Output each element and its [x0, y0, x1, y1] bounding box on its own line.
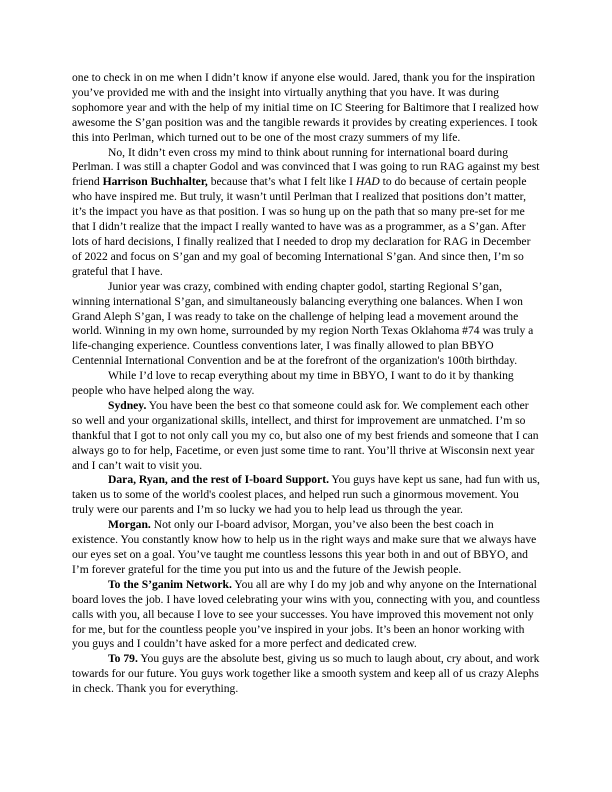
- thanks-heading: Morgan.: [108, 518, 151, 532]
- thanks-heading: Sydney.: [108, 398, 147, 412]
- paragraph-sydney: [72, 399, 540, 474]
- thanks-heading: To 79.: [108, 652, 138, 666]
- paragraph-text: Not only our I-board advisor, Morgan, you’ve also been the best coach in existence. You constantly know how to help us in the right ways and make sure that we always have our eyes set on a goal. You’ve taught me countless lessons this year both in and out of BBYO, and I’m forever grateful for the time you put into us and the future of the Jewish people.: [72, 518, 537, 576]
- italic-emphasis: HAD: [355, 175, 380, 189]
- paragraph-jared: one to check in on me when I didn’t know if anyone else would. Jared, thank you for the inspiration you’ve provided me with and the insight into virtually anything that you have. It was during sophomore year and with the help of my initial time on IC Steering for Baltimore that I realized how awesome the S’gan position was and the tangible rewards it provides by creating experiences. I took this into Perlman, which turned out to be one of the most crazy summers of my life.: [72, 71, 539, 144]
- paragraph-text: You guys are the absolute best, giving us so much to laugh about, cry about, and work towards for our future. You guys work together like a smooth system and keep all of us crazy Alephs in check. Thank you for everything.: [72, 652, 540, 696]
- paragraph-text: You guys have kept us sane, had fun with us, taken us to some of the world's coolest places, and helped run such a ginormous movement. You truly were our parents and I’m so lucky we had you to help lead us through the year.: [72, 473, 540, 517]
- paragraph-text: You have been the best co that someone could ask for. We complement each other so well and your organizational skills, intellect, and thirst for improvement are unmatched. I’m so thankful that I got to not only call you my co, but also one of my best friends and someone that I can always go to for help, Facetime, or even just some time to rant. You’ll thrive at Wisconsin next year and I can’t wait to visit you.: [72, 398, 539, 472]
- paragraph-junior-year: Junior year was crazy, combined with ending chapter godol, starting Regional S’gan, winning international S’gan, and simultaneously balancing everything one balances. When I won Grand Aleph S’gan, I was ready to take on the challenge of helping lead a movement around the world. Winning in my own home, surrounded by my region North Texas Oklahoma #74 was truly a life-changing experience. Countless conventions later, I was finally allowed to plan BBYO Centennial International Convention and be at the forefront of the organization's 100th birthday.: [72, 279, 534, 368]
- paragraph-text: No, It didn’t even cross my mind to think about running for international board during Perlman. I was still a chapter Godol and was convinced that I was going to run RAG against my best friend: [72, 145, 540, 189]
- paragraph-recap: While I’d love to recap everything about my time in BBYO, I want to do it by thanking people who have helped along the way.: [72, 369, 514, 398]
- paragraph-morgan: [72, 518, 540, 578]
- paragraph-text: You all are why I do my job and why anyone on the International board loves the job. I have loved celebrating your wins with you, connecting with you, and countless calls with you, all because I love to see your successes. You have improved this movement not only for me, but for the countless people you’ve inspired in your jobs. It’s been an honor working with you guys and I couldn’t have asked for a more perfect and dedicated crew.: [72, 577, 540, 651]
- paragraph-iboard-support: [72, 473, 540, 518]
- bold-name: Harrison Buchhalter,: [102, 175, 208, 189]
- paragraph-perlman: [72, 146, 540, 280]
- paragraph-79: [72, 652, 540, 697]
- paragraph-text: because that’s what I felt like I: [207, 175, 356, 189]
- thanks-heading: Dara, Ryan, and the rest of I-board Support.: [108, 473, 329, 487]
- paragraph-text: to do because of certain people who have inspired me. But truly, it wasn’t until Perlman that I realized that positions don’t matter, it’s the impact you have as that position. I was so hung up on the path that so many pre-set for me that I didn’t realize that the impact I really wanted to have was as a programmer, as a S’gan. After lots of hard decisions, I finally realized that I needed to drop my declaration for RAG in December of 2022 and focus on S’gan and my goal of becoming International S’gan. And since then, I’m so grateful that I have.: [72, 175, 531, 278]
- paragraph-sganim-network: [72, 578, 540, 653]
- document-page: [72, 71, 540, 697]
- thanks-heading: To the S’ganim Network.: [108, 577, 232, 591]
